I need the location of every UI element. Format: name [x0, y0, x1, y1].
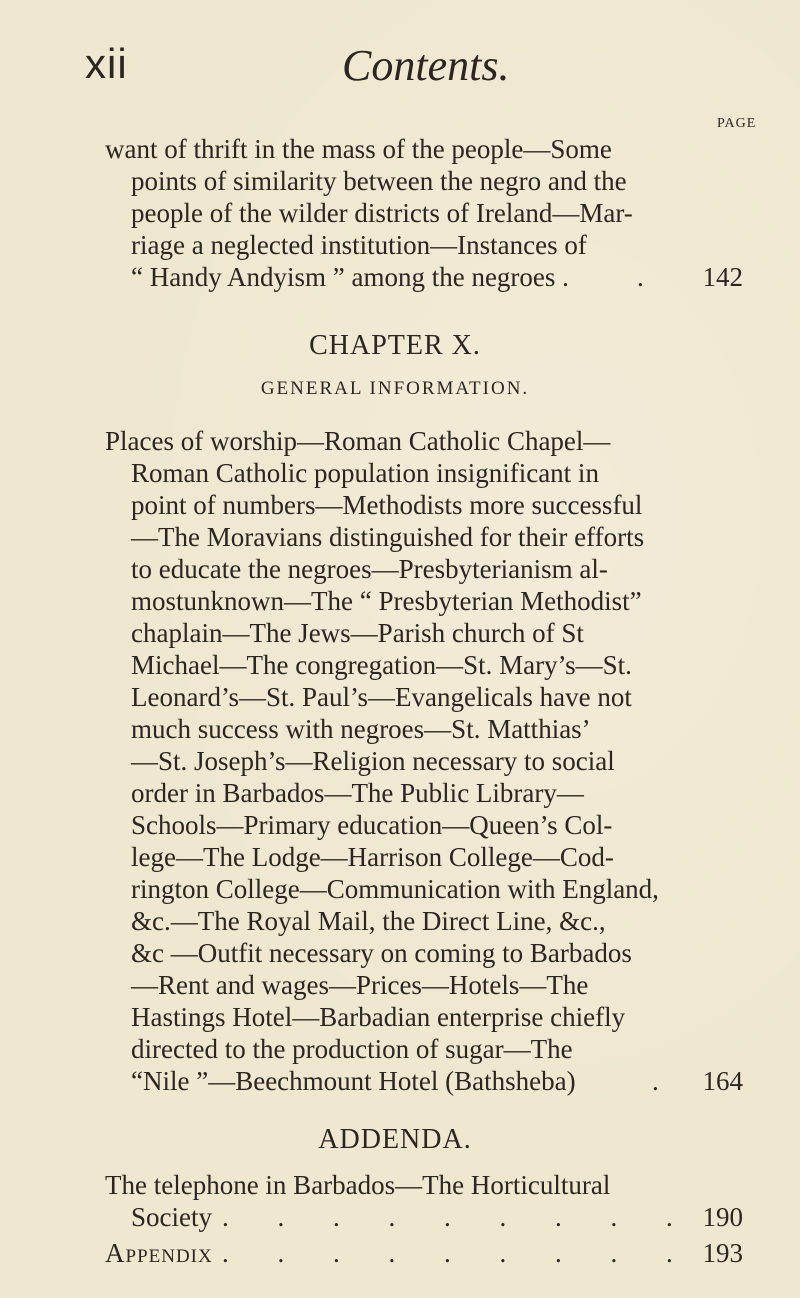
- toc-page-number: 142: [702, 262, 743, 292]
- toc-line: Hastings Hotel—Barbadian enterprise chiefly: [131, 1002, 626, 1032]
- dot-leader: .: [637, 262, 665, 292]
- toc-page-number: 193: [702, 1238, 743, 1268]
- toc-line: mostunknown—The “ Presbyterian Methodist”: [131, 586, 642, 616]
- dot-leader: .: [652, 1066, 680, 1096]
- dot-leader: . . . . . . . . .: [222, 1202, 694, 1232]
- toc-line: —The Moravians distinguished for their efforts: [131, 522, 645, 552]
- toc-line: point of numbers—Methodists more successful: [131, 490, 643, 520]
- page-number: xii: [85, 40, 128, 87]
- toc-line: “Nile ”—Beechmount Hotel (Bathsheba): [131, 1066, 576, 1096]
- toc-line: rington College—Communication with England,: [131, 874, 659, 904]
- toc-line: —St. Joseph’s—Religion necessary to social: [131, 746, 615, 776]
- toc-line: riage a neglected institution—Instances of: [131, 230, 587, 260]
- toc-line: to educate the negroes—Presbyterianism al-: [131, 554, 608, 584]
- toc-line: chaplain—The Jews—Parish church of St: [131, 618, 584, 648]
- page-column-label: PAGE: [717, 116, 757, 131]
- toc-line: people of the wilder districts of Ireland—Mar-: [131, 198, 633, 228]
- toc-page-number: 164: [702, 1066, 743, 1096]
- toc-line: “ Handy Andyism ” among the negroes .: [131, 262, 569, 292]
- toc-line: Society: [131, 1202, 212, 1232]
- toc-line: order in Barbados—The Public Library—: [131, 778, 584, 808]
- appendix-label-text: Appendix: [105, 1238, 213, 1268]
- running-title: Contents.: [342, 41, 510, 90]
- toc-line: points of similarity between the negro and the: [131, 166, 627, 196]
- toc-line: want of thrift in the mass of the people—Some: [105, 134, 612, 164]
- toc-line: Roman Catholic population insignificant in: [131, 458, 599, 488]
- toc-line: The telephone in Barbados—The Horticultural: [105, 1170, 611, 1200]
- toc-line: lege—The Lodge—Harrison College—Cod-: [131, 842, 614, 872]
- toc-line: Michael—The congregation—St. Mary’s—St.: [131, 650, 632, 680]
- toc-line: Leonard’s—St. Paul’s—Evangelicals have not: [131, 682, 632, 712]
- toc-page-number: 190: [702, 1202, 743, 1232]
- chapter-heading: CHAPTER X.: [309, 330, 481, 361]
- toc-line: much success with negroes—St. Matthias’: [131, 714, 591, 744]
- dot-leader: . . . . . . . . .: [222, 1238, 694, 1268]
- appendix-label: [105, 1238, 213, 1269]
- toc-line: &c.—The Royal Mail, the Direct Line, &c.,: [131, 906, 606, 936]
- toc-line: directed to the production of sugar—The: [131, 1034, 573, 1064]
- toc-line: &c —Outfit necessary on coming to Barbados: [131, 938, 632, 968]
- chapter-subheading: GENERAL INFORMATION.: [260, 378, 530, 399]
- toc-line: —Rent and wages—Prices—Hotels—The: [131, 970, 589, 1000]
- addenda-heading: ADDENDA.: [318, 1124, 472, 1155]
- toc-line: Places of worship—Roman Catholic Chapel—: [105, 426, 611, 456]
- toc-line: Schools—Primary education—Queen’s Col-: [131, 810, 613, 840]
